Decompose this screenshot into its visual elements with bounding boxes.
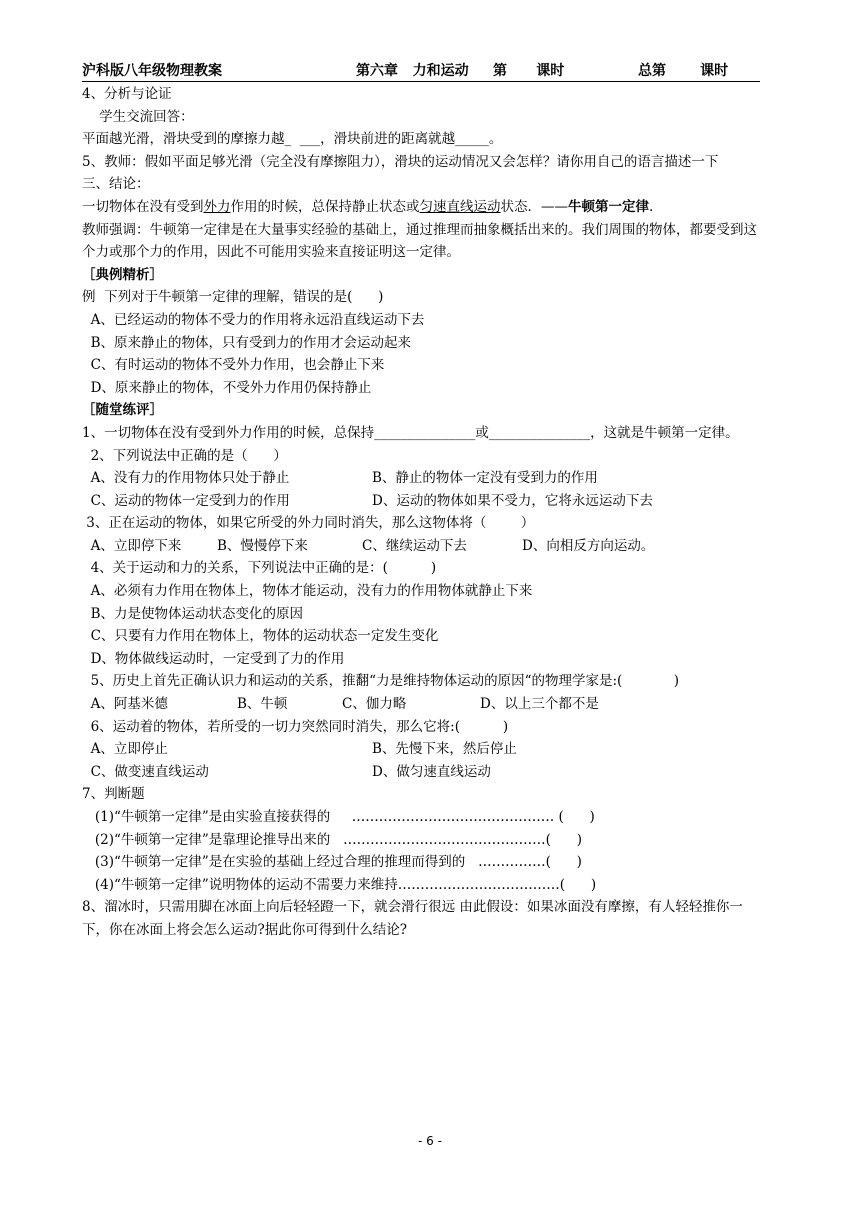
text-paragraph: 教师强调：牛顿第一定律是在大量事实经验的基础上，通过推理而抽象概括出来的。我们周围的物体，都要受到这个力或那个力的作用，因此不可能用实验来直接证明这一定律。 — [82, 221, 757, 261]
text-line: 学生交流回答： — [82, 108, 194, 125]
option: A、立即停下来 — [82, 537, 182, 554]
option-line: D、原来静止的物体，不受外力作用仍保持静止 — [82, 379, 372, 396]
option-row — [82, 693, 760, 716]
option-line: C、有时运动的物体不受外力作用，也会静止下来 — [82, 357, 385, 374]
option: B、先慢下来，然后停止 — [372, 741, 517, 758]
option-line: C、只要有力作用在物体上，物体的运动状态一定发生变化 — [82, 628, 439, 645]
law-name: 牛顿第一定律 — [568, 198, 649, 215]
option: C、做变速直线运动 — [82, 763, 209, 780]
page-number: - 6 - — [418, 1134, 442, 1148]
option-line: D、物体做线运动时，一定受到了力的作用 — [82, 650, 345, 667]
option-row — [82, 535, 760, 558]
judgement-item: (1)“牛顿第一定律”是由实验直接获得的 ……………………………………… ( ) — [82, 809, 595, 825]
section-conclusion: 三、结论： — [82, 176, 150, 193]
section-practice: ［随堂练评］ — [82, 402, 163, 419]
section-example: ［典例精析］ — [82, 266, 163, 283]
header-chapter: 第六章 力和运动 第 课时 — [356, 63, 565, 79]
option-line: A、已经运动的物体不受力的作用将永远沿直线运动下去 — [82, 311, 425, 328]
option: A、阿基米德 — [82, 696, 168, 713]
document-page — [82, 58, 760, 942]
judgement-item: (2)“牛顿第一定律”是靠理论推导出来的 ………………………………………( ) — [82, 831, 582, 848]
document-body — [82, 83, 760, 942]
text-span: 状态．—— — [500, 198, 568, 215]
option: D、运动的物体如果不受力，它将永远运动下去 — [372, 492, 653, 509]
option-row — [82, 467, 760, 490]
option-row — [82, 761, 760, 784]
option-row — [82, 738, 760, 761]
option-line: B、原来静止的物体，只有受到力的作用才会运动起来 — [82, 334, 412, 351]
underlined-term: 匀速直线运动 — [419, 198, 501, 215]
underlined-term: 外力 — [203, 198, 231, 215]
judgement-item: (3)“牛顿第一定律”是在实验的基础上经过合理的推理而得到的 ……………( ) — [82, 854, 582, 871]
text-paragraph: 5、教师：假如平面足够光滑（完全没有摩擦阻力），滑块的运动情况又会怎样？请你用自己的语言描述一下 — [82, 153, 719, 170]
question-paragraph: 1、一切物体在没有受到外力作用的时候，总保持_______________或_______________，这就是牛顿第一定律。 — [82, 424, 739, 441]
header-total: 总第 课时 — [638, 63, 729, 79]
option-row — [82, 490, 760, 513]
text-span: 作用的时候，总保持静止状态或 — [230, 198, 420, 215]
option: B、慢慢停下来 — [217, 537, 308, 554]
text-span: . — [649, 198, 654, 215]
text-line: 平面越光滑，滑块受到的摩擦力越_ ___，滑块前进的距离就越_____。 — [82, 131, 503, 148]
section-judgement: 7、判断题 — [82, 786, 145, 803]
option: C、继续运动下去 — [362, 537, 467, 554]
question-line: 3、正在运动的物体，如果它所受的外力同时消失，那么这物体将（ ） — [82, 515, 535, 532]
question-line: 例 下列对于牛顿第一定律的理解，错误的是( ) — [82, 289, 384, 306]
option: B、静止的物体一定没有受到力的作用 — [372, 470, 598, 487]
option: A、没有力的作用物体只处于静止 — [82, 470, 290, 487]
page-header — [82, 58, 760, 82]
section-analysis: 4、分析与论证 — [82, 86, 172, 102]
option: D、向相反方向运动。 — [522, 537, 655, 554]
text-span: 一切物体在没有受到 — [82, 198, 204, 215]
option: C、伽力略 — [342, 696, 407, 713]
option: C、运动的物体一定受到力的作用 — [82, 492, 290, 509]
question-paragraph: 8、溜冰时，只需用脚在冰面上向后轻轻蹬一下，就会滑行很远 由此假设：如果冰面没有摩擦，有人轻轻推你一下，你在冰面上将会怎么运动?据此你可得到什么结论? — [82, 899, 743, 938]
judgement-item: (4)“牛顿第一定律”说明物体的运动不需要力来维持………………………………( ) — [82, 876, 597, 893]
option: A、立即停止 — [82, 741, 168, 758]
conclusion-line — [82, 196, 760, 219]
question-line: 6、运动着的物体，若所受的一切力突然同时消失，那么它将:( ) — [82, 718, 509, 735]
option: D、以上三个都不是 — [480, 696, 599, 713]
question-line: 5、历史上首先正确认识力和运动的关系，推翻“力是维持物体运动的原因“的物理学家是:( ) — [82, 673, 680, 690]
option: D、做匀速直线运动 — [372, 763, 491, 780]
question-line: 2、下列说法中正确的是（ ） — [82, 447, 287, 464]
option-line: A、必须有力作用在物体上，物体才能运动，没有力的作用物体就静止下来 — [82, 583, 533, 600]
question-line: 4、关于运动和力的关系，下列说法中正确的是：( ) — [82, 560, 437, 577]
option: B、牛顿 — [237, 696, 288, 713]
option-line: B、力是使物体运动状态变化的原因 — [82, 605, 304, 622]
header-title: 沪科版八年级物理教案 — [82, 63, 222, 79]
